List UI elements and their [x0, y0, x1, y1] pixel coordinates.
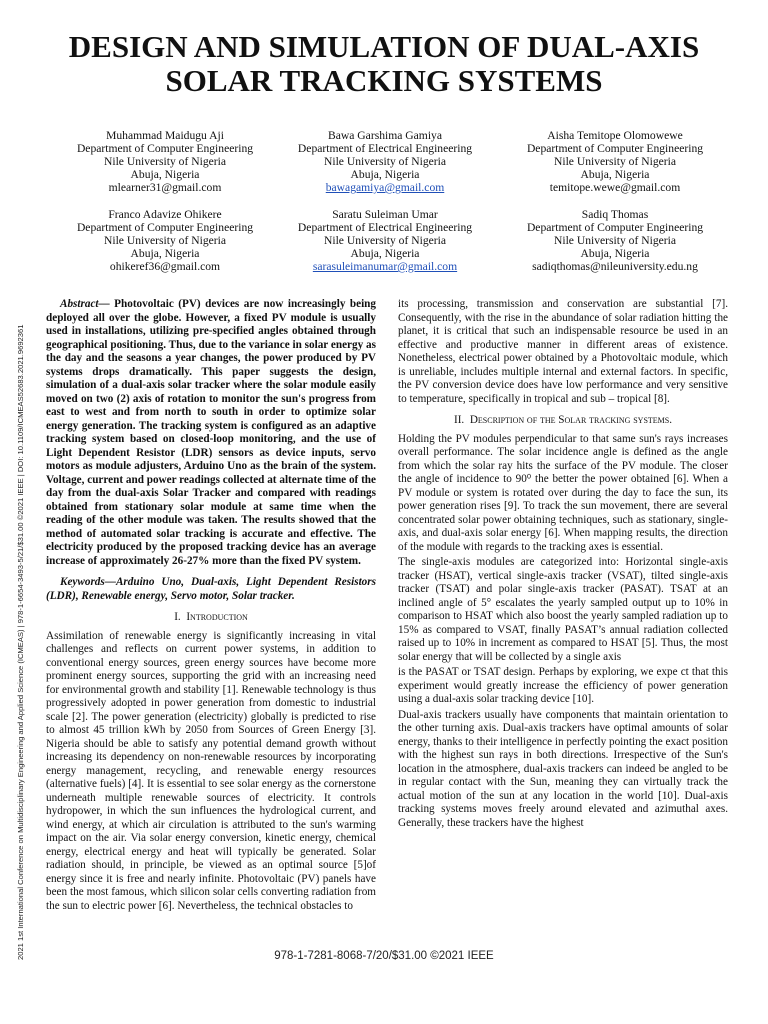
author-city: Abuja, Nigeria — [130, 247, 200, 260]
author-city: Abuja, Nigeria — [580, 168, 650, 181]
author-dept: Department of Computer Engineering — [526, 142, 704, 155]
section-number: II. — [453, 414, 465, 426]
author-univ: Nile University of Nigeria — [323, 234, 447, 247]
conference-sidebar — [10, 200, 30, 960]
author-dept: Department of Electrical Engineering — [297, 221, 473, 234]
section-title: Introduction — [186, 611, 248, 623]
keywords: Keywords—Arduino Uno, Dual-axis, Light Dependent Resistors (LDR), Renewable energy, Servo motor, Solar tracker. — [46, 576, 376, 602]
author-name: Muhammad Maidugu Aji — [106, 129, 224, 142]
author-block — [500, 208, 730, 273]
title-line-2: SOLAR TRACKING SYSTEMS — [165, 63, 603, 98]
section-heading — [46, 611, 376, 625]
author-email-link[interactable]: sarasuleimanumar@gmail.com — [312, 260, 458, 273]
author-email: sadiqthomas@nileuniversity.edu.ng — [532, 260, 698, 273]
author-block — [270, 208, 500, 273]
body-paragraph: Assimilation of renewable energy is significantly increasing in vital challenges and reflects on current power systems, in addition to conventional energy sources, green energy sources have become more prominent energy sources, supporting the grid with an increasing need for environmental growth and stability [1]. Renewable technology is thus progressively adopted in power generation from domestic to industrial scale [2]. The power generation (electricity) globally is predicted to rise to almost 45 trillion kWh by 2050 from Sources of Green Energy [3]. Nigeria should be able to satisfy any potential demand growth without increasing its dependency on non-renewable resources by incorporating energy management, recycling, and renewable energy resources (alternative fuels) [4]. It is essential to see solar energy as the cornerstone underneath multiple renewable sources of electricity. It controls hydropower, in which the sun influences the hydrological current, and wind energy, at which air circulation is attributed to the sun's warming impact on the air. Via solar energy conversion, kinetic energy, chemical energy, electrical energy and heat will typically be generated. Solar radiation should, in principle, be viewed as an optimal source [5]of energy since it is free and nearly infinite. Photovoltaic (PV) panels have been the most famous, which silicon solar cells converting radiation from the sun to electric power [6]. Nevertheless, the technical obstacles to — [46, 629, 376, 912]
title-line-1: DESIGN AND SIMULATION OF DUAL-AXIS — [68, 29, 700, 64]
author-univ: Nile University of Nigeria — [103, 234, 227, 247]
author-block — [270, 129, 500, 194]
author-email: mlearner31@gmail.com — [108, 181, 222, 194]
body-paragraph: The single-axis modules are categorized into: Horizontal single-axis tracker (HSAT), vertical single-axis tracker (VSAT), tilted single-axis tracker (TSAT) and polar single-axis tracker (PASAT). TSAT at an inclined angle of 5° escalates the yearly sampled output up to 10% in comparison to HSAT which also boost the yearly sampled radiation up to 15% as compared to VSAT, finally PASAT’s annual radiation collected raised up to 10% in increment as compared to HSAT [5]. Thus, the most solar energy that will be collected by a single axis — [398, 556, 728, 663]
author-city: Abuja, Nigeria — [580, 247, 650, 260]
author-univ: Nile University of Nigeria — [323, 155, 447, 168]
author-block — [50, 208, 280, 273]
author-city: Abuja, Nigeria — [350, 247, 420, 260]
body-paragraph: Dual-axis trackers usually have components that maintain orientation to the other turning axis. Dual-axis trackers have optimal amounts of solar energy, thanks to their intelligence in perfectly pointing the exact position with the highest sun rays in both directions. Irrespective of the Sun's location in the atmosphere, dual-axis trackers can indeed be angled to be in regular contact with the Sun, meaning they can virtually track the actual motion of the sun at any location in the world [10]. Dual-axis tracking systems moves freely around elevated and azimuthal axes. Generally, these trackers have the highest — [398, 708, 728, 829]
author-block — [500, 129, 730, 194]
author-name: Sadiq Thomas — [581, 208, 649, 221]
author-email: temitope.wewe@gmail.com — [549, 181, 681, 194]
sidebar-text: 2021 1st International Conference on Multidisciplinary Engineering and Applied Science (ICMEAS) | 978-1-6654-3493-5/21/$31.00 ©2021 IEEE | DOI: 10.1109/ICMEAS52683.2021.9692361 — [16, 324, 25, 960]
author-name: Franco Adavize Ohikere — [108, 208, 222, 221]
section-number: I. — [174, 611, 181, 623]
body-paragraph: is the PASAT or TSAT design. Perhaps by exploring, we expe ct that this experiment would greatly increase the efficiency of power generation using a dual-axis solar tracking device [10]. — [398, 666, 728, 705]
abstract — [46, 298, 376, 568]
author-univ: Nile University of Nigeria — [553, 234, 677, 247]
author-dept: Department of Computer Engineering — [526, 221, 704, 234]
section-title: Description of the Solar tracking systems. — [469, 414, 673, 426]
author-univ: Nile University of Nigeria — [553, 155, 677, 168]
right-column — [398, 298, 728, 832]
section-heading — [398, 414, 728, 428]
author-block — [50, 129, 280, 194]
author-email-link[interactable]: bawagamiya@gmail.com — [325, 181, 445, 194]
body-paragraph: its processing, transmission and conservation are substantial [7]. Consequently, with the rise in the abundance of solar radiation hitting the planet, it is critical that such an indispensable resource be used in an effective and productive manner in different areas of existence. Nonetheless, electrical power obtained by a Photovoltaic module, which is unreliable, includes multiple internal and external factors. In specific, the PV conversion device does have low performance and very sensitive to temperature, specifically in tropical and sub – tropical [8]. — [398, 298, 728, 405]
author-city: Abuja, Nigeria — [130, 168, 200, 181]
page-footer: 978-1-7281-8068-7/20/$31.00 ©2021 IEEE — [274, 950, 494, 962]
abstract-label: Abstract— — [60, 298, 110, 310]
author-email: ohikeref36@gmail.com — [109, 260, 221, 273]
left-column — [46, 298, 376, 915]
author-dept: Department of Electrical Engineering — [297, 142, 473, 155]
author-name: Aisha Temitope Olomowewe — [547, 129, 683, 142]
author-name: Saratu Suleiman Umar — [332, 208, 438, 221]
author-city: Abuja, Nigeria — [350, 168, 420, 181]
author-univ: Nile University of Nigeria — [103, 155, 227, 168]
author-name: Bawa Garshima Gamiya — [328, 129, 442, 142]
paper-title — [40, 30, 728, 98]
abstract-text: Photovoltaic (PV) devices are now increasingly being deployed all over the globe. However, a fixed PV module is usually used in installations, utilizing pre-specified angles obtained through geographical positioning. Thus, due to the variance in solar energy as the day and the seasons a year changes, the power produced by PV systems drops dramatically. This paper suggests the design, simulation of a dual-axis solar tracker where the solar module easily moved on two (2) axis of rotation to monitor the sun's progress from east to west and from north to south in order to optimize solar energy generation. The tracking system is configured as an adaptive tracking system based on closed-loop monitoring, and the use of Light Dependent Resistor (LDR) sensors as device inputs, servo motors as module adjusters, Arduino Uno as the brain of the system. Voltage, current and power readings collected at alternate time of the day from the dual-axis Solar Tracker and compared with readings obtained from stationary solar module at same time when the reading of the other module was taken. The results showed that the method of automated solar tracking is accurate and effective. The electricity produced by the proposed tracking device has an average increase of approximately 26-27% more than the fixed PV system. — [46, 298, 376, 567]
author-dept: Department of Computer Engineering — [76, 142, 254, 155]
author-dept: Department of Computer Engineering — [76, 221, 254, 234]
body-paragraph: Holding the PV modules perpendicular to that same sun's rays increases overall performance. The solar incidence angle is defined as the angle from which the solar ray hits the surface of the PV module. The closer the angle of incidence to 90⁰ the better the power obtained [6]. When a PV module or system is rotated over during the day to face the sun, its power generation rises [9]. To track the sun movement, there are several concentrated solar power obtaining techniques, such as stationary, single-axis, and dual-axis solar energy [6]. When mapping results, the direction of the module with regards to the tracking axes is essential. — [398, 432, 728, 553]
